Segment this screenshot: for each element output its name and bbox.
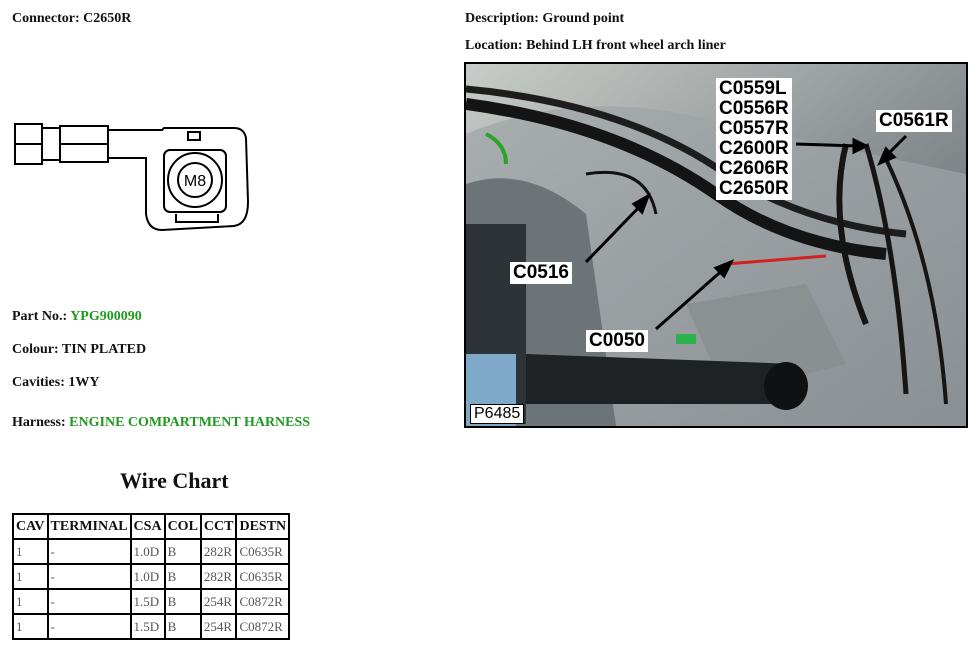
header-csa: CSA	[131, 514, 165, 539]
cell-col: B	[165, 614, 201, 639]
location-line	[465, 38, 726, 54]
photo-label-c0556r: C0556R	[719, 98, 789, 119]
header-col: COL	[165, 514, 201, 539]
part-no-label: Part No.:	[12, 309, 68, 324]
part-no-line	[12, 309, 142, 325]
header-terminal: TERMINAL	[48, 514, 131, 539]
location-label: Location:	[465, 38, 523, 53]
connector-line	[12, 11, 131, 27]
harness-label: Harness:	[12, 415, 66, 430]
table-row	[13, 589, 289, 614]
cell-cct: 282R	[201, 564, 237, 589]
description-value: Ground point	[542, 11, 625, 26]
header-cav: CAV	[13, 514, 48, 539]
cell-cav: 1	[13, 589, 48, 614]
cell-csa: 1.0D	[131, 564, 165, 589]
cavities-label: Cavities:	[12, 375, 65, 390]
table-row	[13, 614, 289, 639]
cell-cct: 254R	[201, 589, 237, 614]
harness-line	[12, 415, 310, 431]
colour-label: Colour:	[12, 342, 59, 357]
cell-cct: 282R	[201, 539, 237, 564]
photo-label-c2606r: C2606R	[719, 158, 789, 179]
cell-destn: C0635R	[236, 539, 289, 564]
wire-chart-title: Wire Chart	[120, 468, 229, 493]
cell-terminal: -	[48, 564, 131, 589]
photo-label-c2650r: C2650R	[719, 178, 789, 199]
colour-value: TIN PLATED	[61, 342, 147, 357]
cell-col: B	[165, 539, 201, 564]
cell-col: B	[165, 589, 201, 614]
cell-cav: 1	[13, 614, 48, 639]
location-photo	[464, 62, 968, 428]
drawing-text: M8	[183, 173, 207, 190]
photo-label-c2600r: C2600R	[719, 138, 789, 159]
cavities-line	[12, 375, 100, 391]
location-value: Behind LH front wheel arch liner	[526, 38, 726, 53]
table-row	[13, 539, 289, 564]
cell-destn: C0635R	[236, 564, 289, 589]
photo-label-c0559l: C0559L	[719, 78, 787, 99]
connector-drawing	[12, 118, 252, 238]
cell-cct: 254R	[201, 614, 237, 639]
photo-label-c0516: C0516	[510, 262, 572, 284]
cell-col: B	[165, 564, 201, 589]
cell-cav: 1	[13, 564, 48, 589]
colour-line	[12, 342, 146, 358]
connector-label: Connector:	[12, 11, 80, 26]
cell-csa: 1.0D	[131, 539, 165, 564]
photo-label-c0557r: C0557R	[719, 118, 789, 139]
cell-destn: C0872R	[236, 614, 289, 639]
cavities-value: 1WY	[68, 375, 100, 390]
photo-label-c0561r: C0561R	[876, 110, 952, 132]
cell-csa: 1.5D	[131, 589, 165, 614]
cell-terminal: -	[48, 614, 131, 639]
cell-destn: C0872R	[236, 589, 289, 614]
photo-label-group	[716, 78, 792, 200]
wire-chart-table	[12, 513, 290, 640]
table-row	[13, 564, 289, 589]
photo-label-c0050: C0050	[586, 330, 648, 352]
description-label: Description:	[465, 11, 539, 26]
part-no-value[interactable]: YPG900090	[70, 309, 142, 324]
wire-chart-header-row	[13, 514, 289, 539]
harness-value[interactable]: ENGINE COMPARTMENT HARNESS	[69, 415, 311, 430]
cell-terminal: -	[48, 589, 131, 614]
description-line	[465, 11, 624, 27]
photo-reference: P6485	[470, 404, 524, 424]
cell-csa: 1.5D	[131, 614, 165, 639]
connector-value: C2650R	[83, 11, 132, 26]
cell-cav: 1	[13, 539, 48, 564]
cell-terminal: -	[48, 539, 131, 564]
header-destn: DESTN	[236, 514, 289, 539]
header-cct: CCT	[201, 514, 237, 539]
